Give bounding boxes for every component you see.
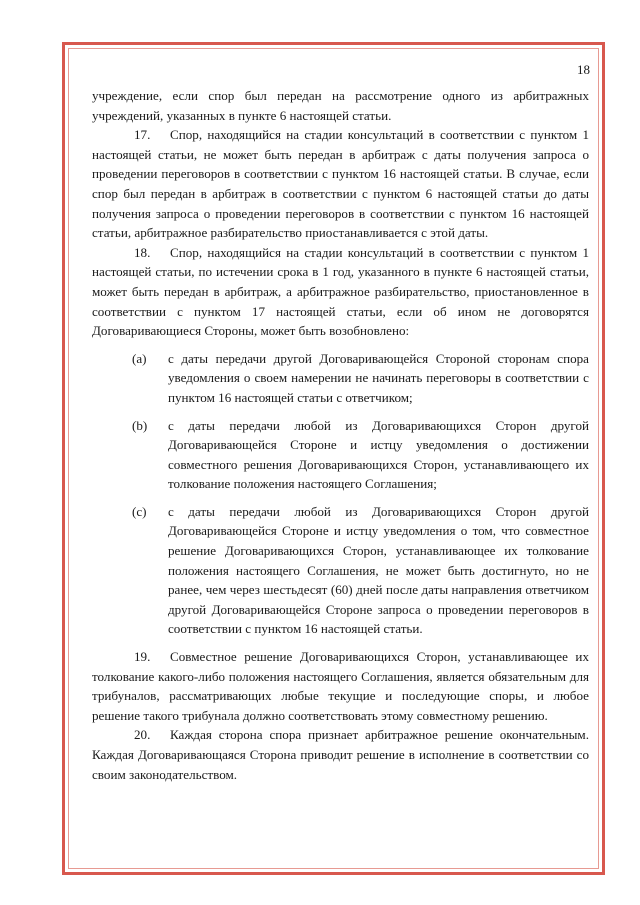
list-item-b-label: (b) xyxy=(132,417,148,433)
paragraph-20-number: 20. xyxy=(134,727,151,743)
paragraph-18 xyxy=(92,243,589,341)
paragraph-continuation: учреждение, если спор был передан на рассмотрение одного из арбитражных учреждений, указанных в пункте 6 настоящей статьи. xyxy=(92,88,589,123)
list-item-c xyxy=(132,502,589,639)
paragraph-18-number: 18. xyxy=(134,244,151,260)
paragraph-19-number: 19. xyxy=(134,649,151,665)
list-item-a xyxy=(132,349,589,408)
paragraph-19-text: Совместное решение Договаривающихся Сторон, устанавливающее их толкование какого-либо положения настоящего Соглашения, является обязательным для трибуналов, рассматривающих любые текущие и последующие споры, и любое решение такого трибунала должно соответствовать этому совместному решению. xyxy=(92,649,589,723)
list-item-c-label: (c) xyxy=(132,503,147,519)
list-item-a-text: с даты передачи другой Договаривающейся Стороной сторонам спора уведомления о своем намерении не начинать переговоры в соответствии с пунктом 16 настоящей статьи с ответчиком; xyxy=(168,350,589,405)
list-item-b-text: с даты передачи любой из Договаривающихся Сторон другой Договаривающейся Стороне и истцу уведомления о достижении совместного решения Договаривающихся Сторон, устанавливающего их толкование положения настоящего Соглашения; xyxy=(168,417,589,492)
paragraph-20 xyxy=(92,725,589,784)
page-number: 18 xyxy=(577,62,590,77)
paragraph-17-number: 17. xyxy=(134,127,151,143)
paragraph-17 xyxy=(92,125,589,243)
paragraph-18-text: Спор, находящийся на стадии консультаций в соответствии с пунктом 1 настоящей статьи, по истечении срока в 1 год, указанного в пункте 6 настоящей статьи, может быть передан в арбитраж, а арбитражное разбирательство, приостановленное в соответствии с пунктом 17 настоящей статьи, если об ином не договорятся Договаривающиеся Стороны, может быть возобновлено: xyxy=(92,244,589,339)
paragraph-17-text: Спор, находящийся на стадии консультаций в соответствии с пунктом 1 настоящей статьи, не может быть передан в арбитраж с даты получения запроса о проведении переговоров в соответствии с пунктом 16 настоящей статьи. В случае, если спор был передан в арбитраж в соответствии с пунктом 6 настоящей статьи до даты получения запроса о проведении переговоров в соответствии с пунктом 16 настоящей статьи, арбитражное разбирательство приостанавливается с этой даты. xyxy=(92,127,589,241)
document-body xyxy=(92,86,589,784)
list-item-a-label: (a) xyxy=(132,350,147,366)
list-item-c-text: с даты передачи любой из Договаривающихся Сторон другой Договаривающейся Стороне и истцу уведомления о том, что совместное решение Договаривающихся Сторон, устанавливающее их толкование положения настоящего Соглашения, не может быть достигнуто, но не ранее, чем через шестьдесят (60) дней после даты направления ответчиком другой Договаривающейся Стороне запроса о проведении переговоров в соответствии с пунктом 16 настоящей статьи. xyxy=(168,503,589,637)
paragraph-20-text: Каждая сторона спора признает арбитражное решение окончательным. Каждая Договаривающаяся Сторона приводит решение в исполнение в соответствии со своим законодательством. xyxy=(92,727,589,782)
paragraph-19 xyxy=(92,647,589,725)
list-item-b xyxy=(132,416,589,494)
